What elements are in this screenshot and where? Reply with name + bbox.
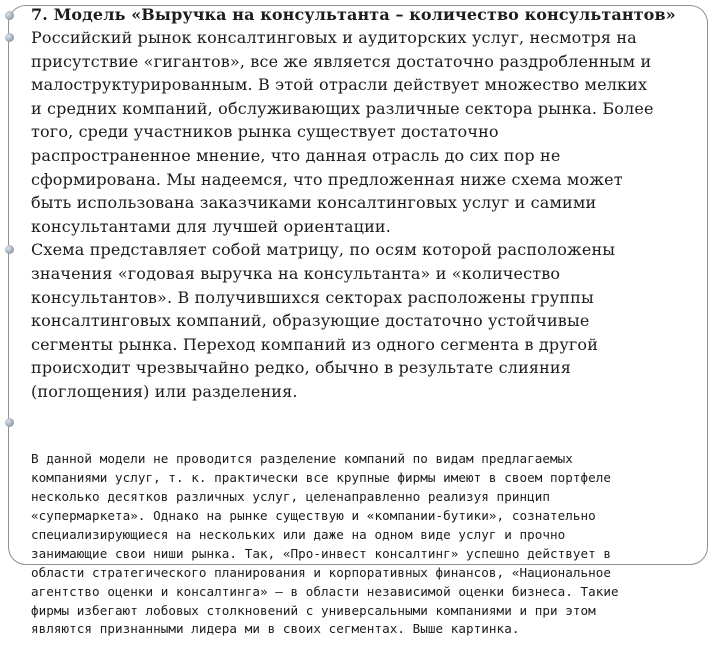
paragraph-text: Российский рынок консалтинговых и аудиторских услуг, несмотря на присутствие «гигантов», все же является достаточно раздробленным и малоструктурированным. В этой отрасли действует множество мелких и средних компаний, обслуживающих различные сектора рынка. Более того, среди участников рынка существует достаточно распространенное мнение, что данная отрасль до сих пор не сформирована. Мы надеемся, что предложенная ниже схема может быть использована заказчиками консалтинговых услуг и самими консультантами для лучшей ориентации. <box>31 26 661 238</box>
slide-title: 7. Модель «Выручка на консультанта – количество консультантов» <box>31 4 714 26</box>
paragraph-text: В данной модели не проводится разделение компаний по видам предлагаемых компаниями услуг, т. к. практически все крупные фирмы имеют в своем портфеле несколько десятков различных услуг, целенаправленно реализуя принцип «супермаркета». Однако на рынке существую и «компании-бутики», сознательно специализирующиеся на нескольких или даже на одном виде услуг и прочно занимающие свои ниши рынка. Так, «Про-инвест консалтинг» успешно действует в области стратегического планирования и корпоративных финансов, «Национальное агентство оценки и консалтинга» – в области независимой оценки бизнеса. Такие фирмы избегают лобовых столкновений с универсальными компаниями и при этом являются признанными лидера ми в своих сегментах. Выше картинка. <box>31 450 661 639</box>
bullet-icon <box>5 11 14 20</box>
bullet-paragraph-1 <box>4 26 661 238</box>
bullet-icon <box>5 33 14 42</box>
bullet-paragraph-3 <box>4 413 661 658</box>
bullet-paragraph-2 <box>4 238 661 403</box>
bullet-icon <box>5 245 14 254</box>
slide-content <box>4 4 714 658</box>
bullet-icon <box>5 418 14 427</box>
slide-title-item <box>4 4 714 26</box>
paragraph-text: Схема представляет собой матрицу, по осям которой расположены значения «годовая выручка на консультанта» и «количество консультантов». В получившихся секторах расположены группы консалтинговых компаний, образующие достаточно устойчивые сегменты рынка. Переход компаний из одного сегмента в другой происходит чрезвычайно редко, обычно в результате слияния (поглощения) или разделения. <box>31 238 661 403</box>
